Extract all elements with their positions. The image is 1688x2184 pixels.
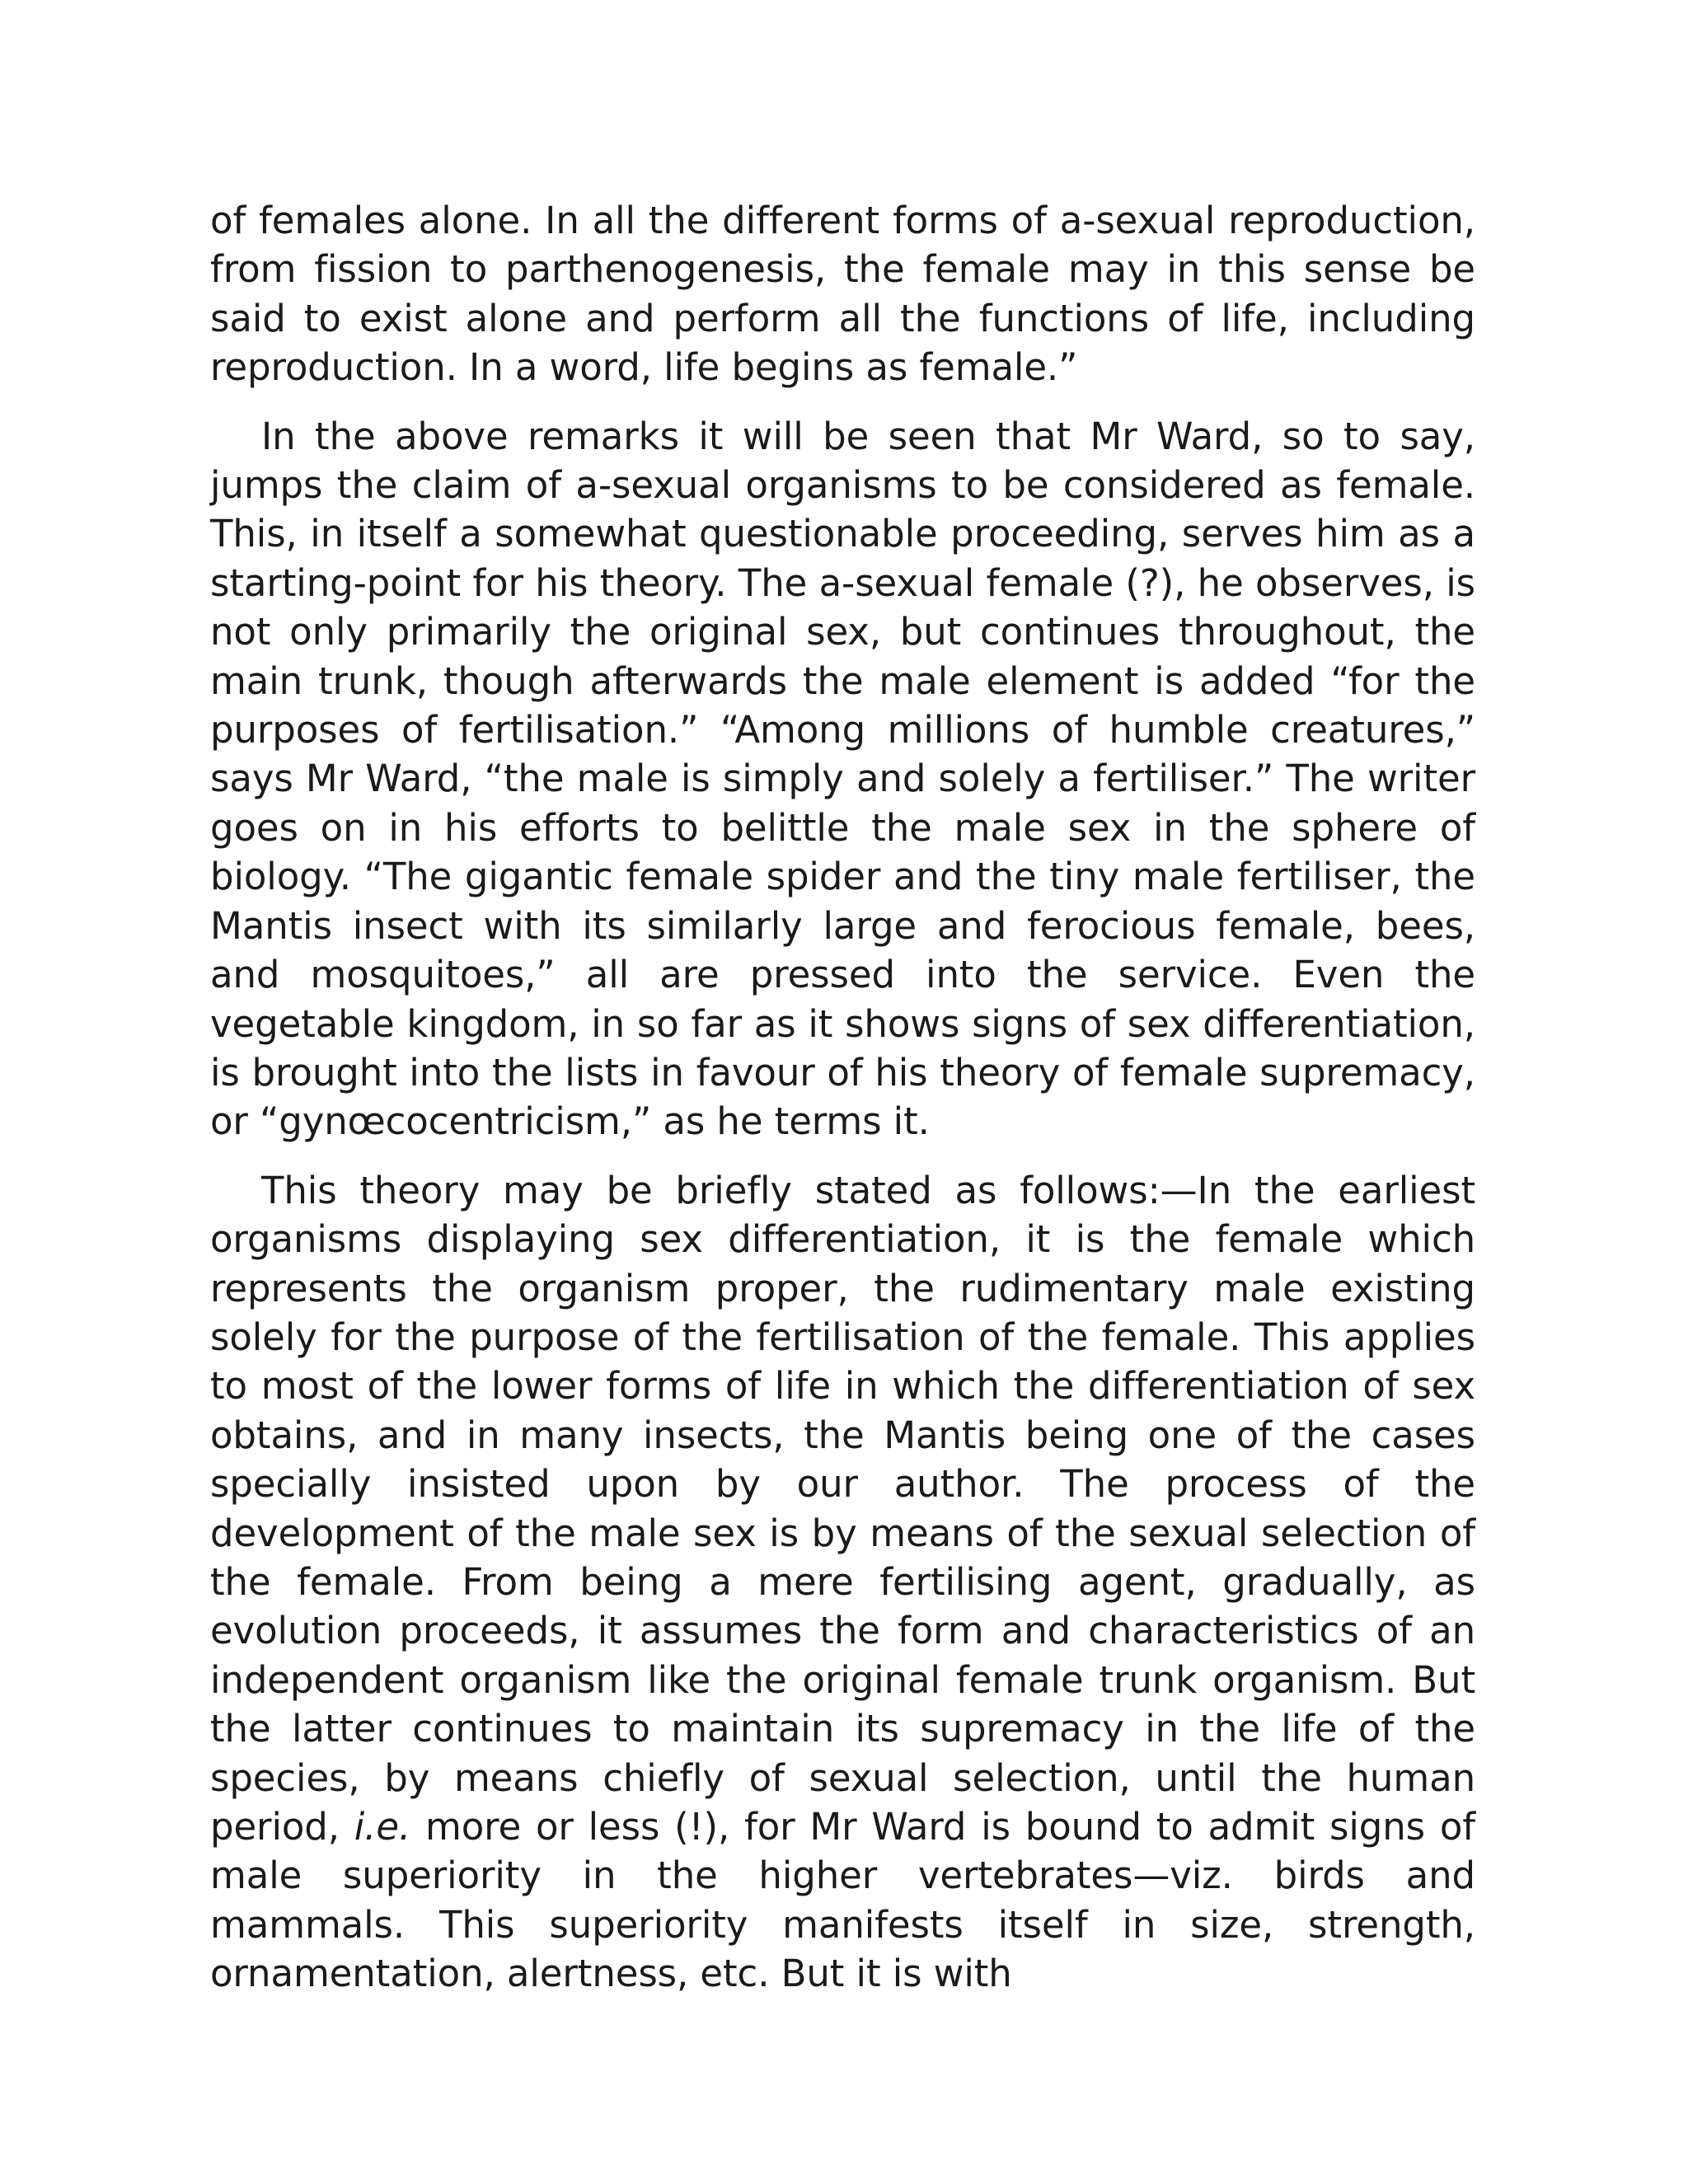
paragraph-3-text-a: This theory may be briefly stated as follows:—In the earliest organisms displaying sex differentiation, it is the female which represents the organism proper, the rudimentary male existing solely for the purpose of the fertilisation of the female. This applies to most of the lower forms of life in which the differentiation of sex obtains, and in many insects, the Mantis being one of the cases specially insisted upon by our author. The process of the development of the male sex is by means of the sexual selection of the female. From being a mere fertilising agent, gradually, as evolution proceeds, it assumes the form and characteristics of an independent organism like the original female trunk organism. But the latter continues to maintain its supremacy in the life of the species, by means chiefly of sexual selection, until the human period,: [210, 1168, 1475, 1849]
paragraph-1: [210, 196, 1475, 392]
paragraph-3-text-b: more or less (!), for Mr Ward is bound to admit signs of male superiority in the higher vertebrates—viz. birds and mammals. This superiority manifests itself in size, strength, ornamentation, alertness, etc. But it is with: [210, 1805, 1475, 1996]
paragraph-2-text: In the above remarks it will be seen that Mr Ward, so to say, jumps the claim of a-sexual organisms to be considered as female. This, in itself a somewhat questionable proceeding, serves him as a starting-point for his theory. The a-sexual female (?), he observes, is not only primarily the original sex, but continues throughout, the main trunk, though afterwards the male element is added “for the purposes of fertilisation.” “Among millions of humble creatures,” says Mr Ward, “the male is simply and solely a fertiliser.” The writer goes on in his efforts to belittle the male sex in the sphere of biology. “The gigantic female spider and the tiny male fertiliser, the Mantis insect with its similarly large and ferocious female, bees, and mosquitoes,” all are pressed into the service. Even the vegetable kingdom, in so far as it shows signs of sex differentiation, is brought into the lists in favour of his theory of female supremacy, or “gynœcocentricism,” as he terms it.: [210, 414, 1475, 1144]
paragraph-1-text: of females alone. In all the different forms of a-sexual reproduction, from fission to parthenogenesis, the female may in this sense be said to exist alone and perform all the functions of life, including reproduction. In a word, life begins as female.”: [210, 199, 1475, 390]
paragraph-3: [210, 1166, 1475, 1999]
body-text: [210, 196, 1475, 1999]
paragraph-2: [210, 412, 1475, 1146]
paragraph-3-italic-ie: i.e.: [354, 1805, 411, 1849]
